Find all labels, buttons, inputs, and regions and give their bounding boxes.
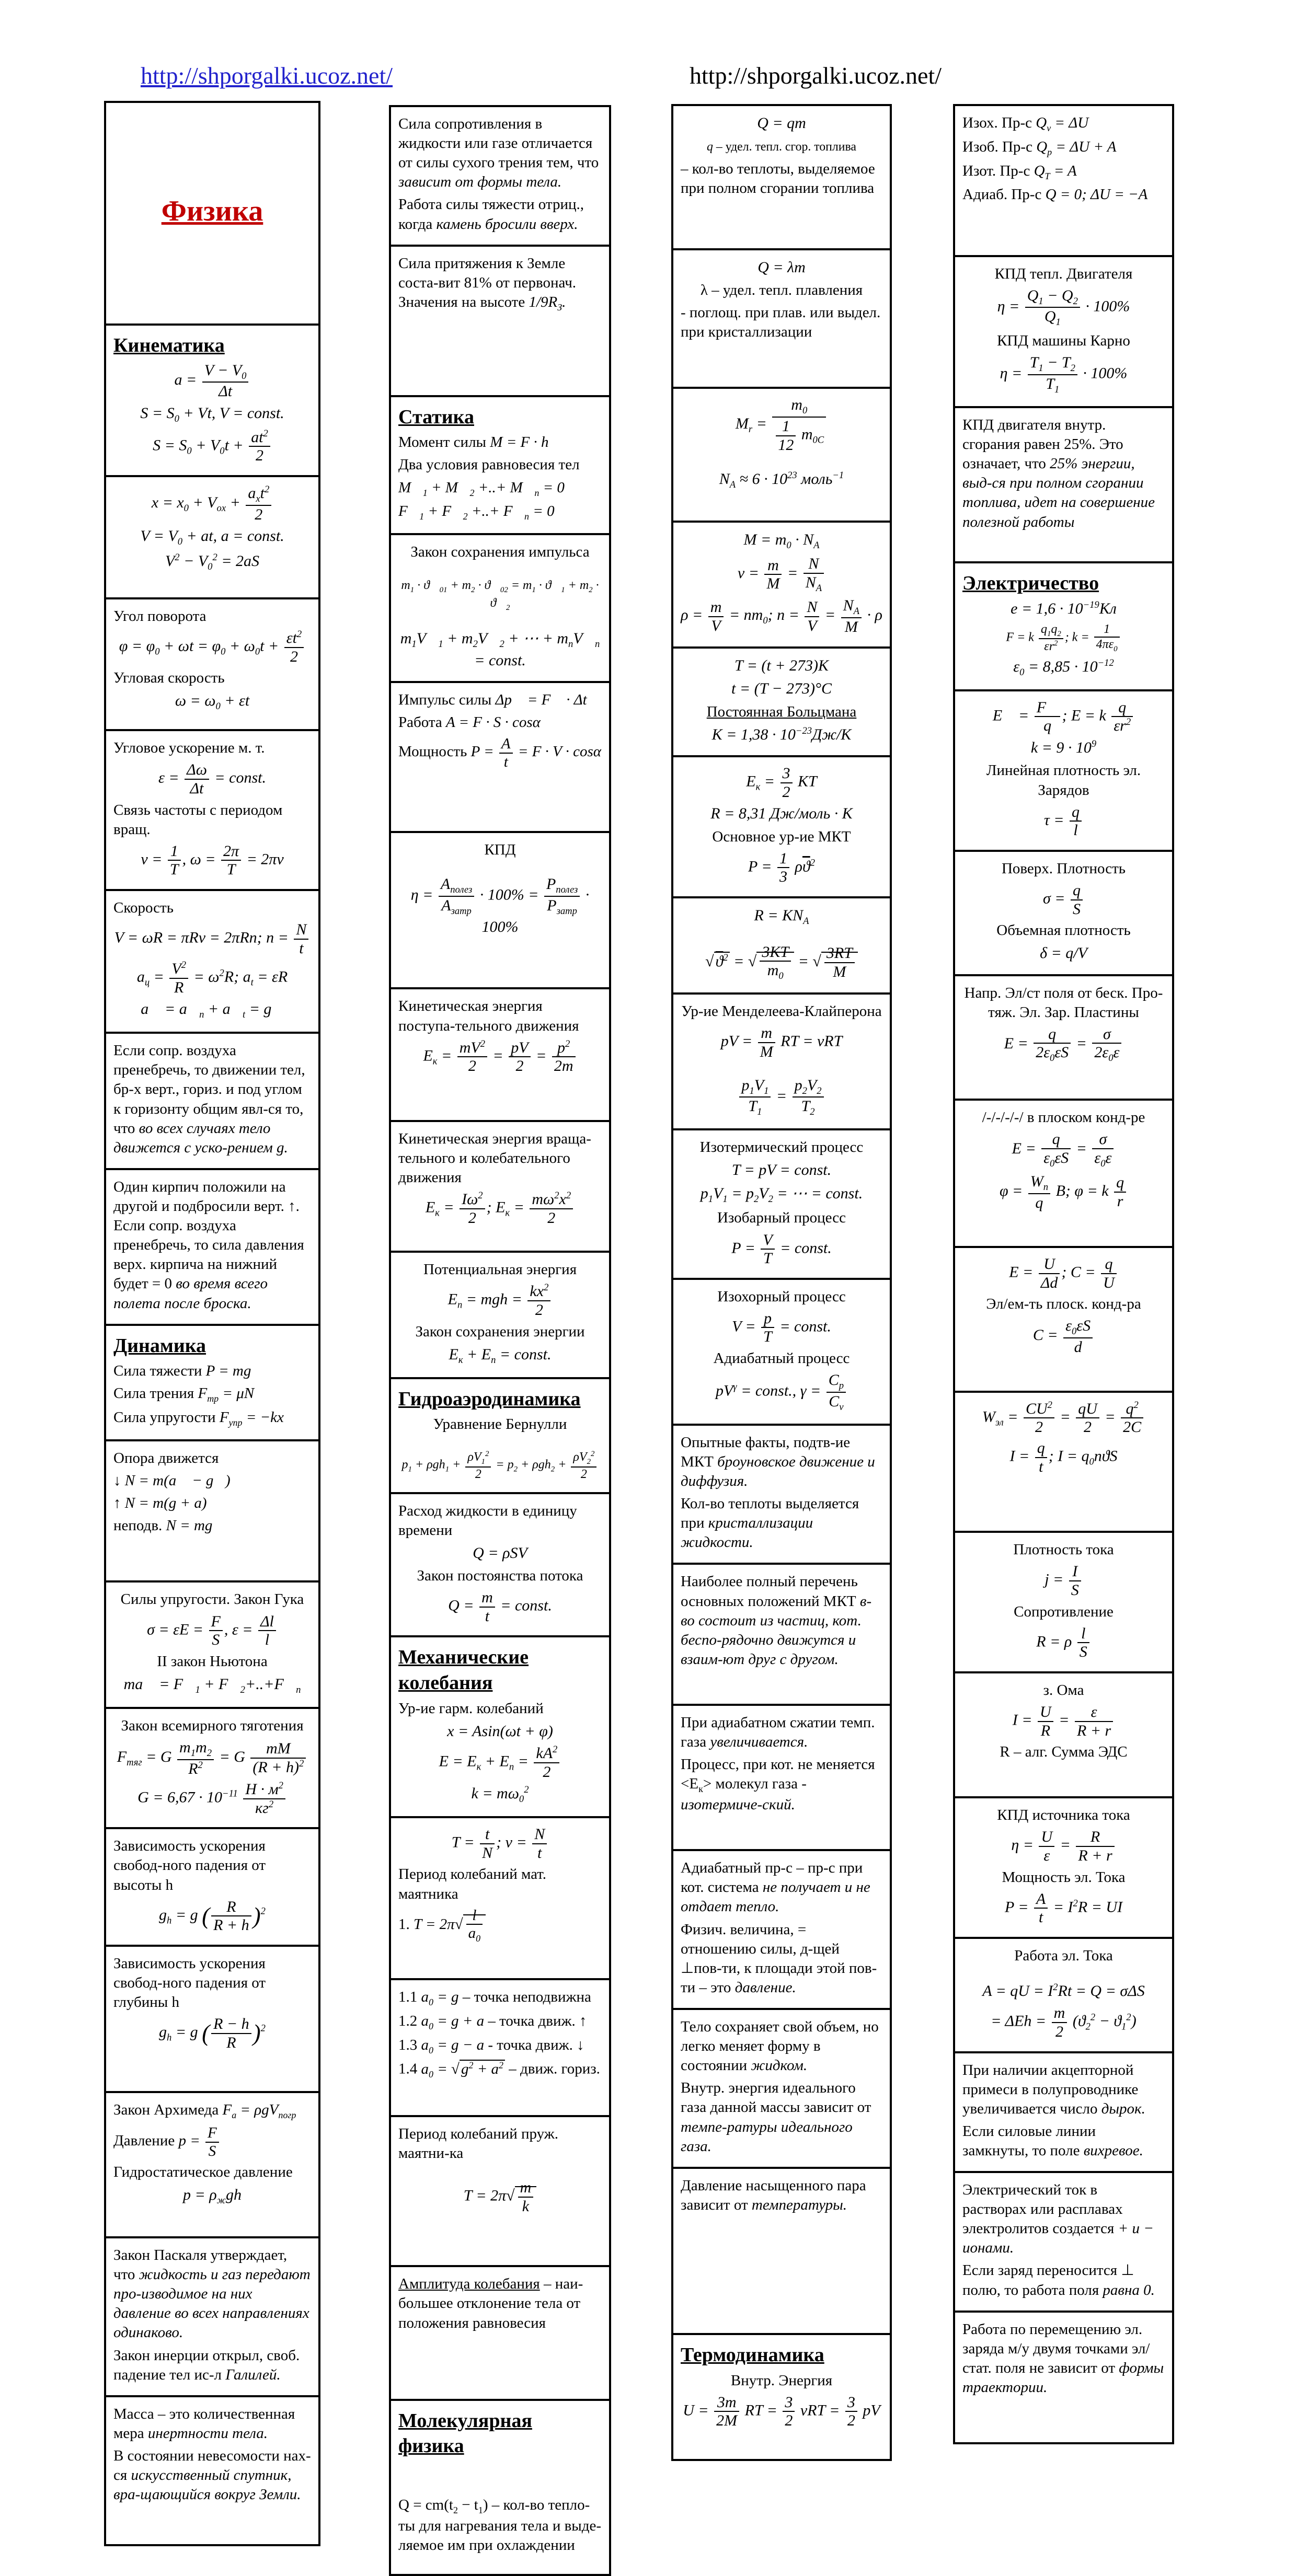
cell-line: $m_1V⃗_1$ + $m_2V⃗_2$ + ⋯ + $m_nV⃗_n$ = const. (400, 629, 600, 669)
formula-cell (953, 2171, 1174, 2313)
formula-cell (671, 1424, 892, 1565)
cell-line: Один кирпич положили на другой и подбросили верт. ↑. Если сопр. воздуха пренебречь, то сила давления верх. кирпича на нижний будет = 0 во время всего полета после броска. (113, 1178, 304, 1312)
cell-line: R – алг. Сумма ЭДС (1000, 1743, 1128, 1761)
cell-line: = ΔEh = $\frac{m}{2}$ $(ϑ_2^2 - ϑ_1^2)$ (991, 2004, 1137, 2040)
cell-line: Адиабатный процесс (713, 1350, 850, 1367)
cell-line: $E_п$ = mgh = $\frac{kx^2}{2}$ (398, 1283, 602, 1319)
cell-line: Импульс силы Δp⃗ = F⃗ · Δt (398, 691, 587, 709)
formula-cell (953, 1531, 1174, 1673)
cell-line: Момент силы M = F · h (398, 434, 549, 451)
formula-cell (389, 1635, 611, 1818)
cell-line: $k = m\omega_0^2$ (471, 1784, 529, 1805)
section-header: Термодинамика (681, 2343, 824, 2366)
cell-line: Если силовые линии замкнуты, то поле вихревое. (962, 2122, 1143, 2159)
cell-line: В состоянии невесомости нах-ся искусственный спутник, вра-щающийся вокруг Земли. (113, 2447, 311, 2503)
cell-line: $a_ц$ = $\frac{V^2}{R}$ = $\omega^2R$; $a_t = \varepsilon R$ (136, 960, 288, 996)
cell-line: Потенциальная энергия (423, 1261, 577, 1278)
formula-cell (671, 896, 892, 995)
cell-line: τ = $\frac{q}{l}$ (962, 803, 1165, 839)
cell-line: $\varepsilon_0 = 8,85 \cdot 10^{-12}$ (1013, 657, 1114, 678)
cell-line: Q = ρSV (473, 1544, 527, 1562)
cell-line: Угловое ускорение м. т. (113, 740, 265, 757)
cell-line: Связь частоты с периодом вращ. (113, 801, 283, 838)
formula-cell (104, 1707, 320, 1830)
cell-line: Сила упругости $F_{упр} = -kx$ (113, 1409, 284, 1428)
cell-line: $V = V_0$ + at, a = const. (140, 527, 284, 548)
formula-cell (104, 1580, 320, 1708)
formula-cell (953, 406, 1174, 563)
cell-line: При наличии акцепторной примеси в полупроводнике увеличивается число дырок. (962, 2061, 1145, 2117)
cell-line: $g_h = g$ ( $\frac{R - h}{R}$ )$^2$ (159, 2015, 266, 2051)
formula-cell (104, 2236, 320, 2397)
formula-cell (104, 1168, 320, 1326)
cell-line: Закон Архимеда $F_а = \rho gV_{погр}$ (113, 2101, 296, 2121)
section-header: Динамика (113, 1334, 206, 1357)
formula-cell (953, 255, 1174, 408)
cell-line: ν = $\frac{1}{T}$ , ω = $\frac{2\pi}{T}$ = 2πν (141, 842, 284, 879)
cell-line: $G = 6,67 \cdot 10^{-11}$ $Н \cdot м^2$ $кг^2$ (113, 1781, 311, 1817)
cell-line: $k = 9 \cdot 10^9$ (1030, 738, 1097, 756)
formula-cell (671, 1704, 892, 1851)
formula-cell (389, 681, 611, 833)
formula-cell (389, 1251, 611, 1379)
section-header: Молекулярная физика (398, 2409, 532, 2457)
cell-line: $p_1V_1 = p_2V_2$ = ⋯ = const. (700, 1184, 863, 1205)
cell-line: $\frac{p_1V_1}{T_1}$ = $\frac{p_2V_2}{T_2}$ (681, 1077, 882, 1118)
cell-line: a⃗ = $a⃗_n$ + $a⃗_t$ = g⃗ (141, 1000, 284, 1021)
formula-cell (671, 2333, 892, 2461)
cell-line: Сила тяжести P = mg (113, 1362, 251, 1380)
cell-line: Q = λm (757, 258, 806, 276)
cell-line: $E_к + E_п$ = const. (449, 1345, 552, 1366)
cell-line: Изобарный процесс (717, 1209, 846, 1227)
cell-line: E = $\frac{q}{\varepsilon_0\varepsilon S}$ = $\frac{\sigma}{\varepsilon_0\varepsilon}$ (962, 1130, 1165, 1169)
cell-line: Период колебаний мат. маятника (398, 1866, 547, 1902)
cell-line: ↑ N = m(g + a) (113, 1495, 207, 1512)
cell-line: $V^2 - V_0^2 = 2aS$ (165, 552, 260, 573)
formula-cell (389, 1377, 611, 1494)
formula-cell (671, 1128, 892, 1280)
cell-line: Работа эл. Тока (1014, 1947, 1113, 1964)
formula-cell (104, 324, 320, 477)
cell-line: δ = q/V (1040, 944, 1087, 962)
formula-cell (104, 101, 320, 326)
sheet-column (671, 106, 892, 2461)
cell-line: A = qU = $I^2Rt = Q = \sigma\Delta S$ (982, 1981, 1145, 2000)
cell-line: η = $\frac{U}{\varepsilon}$ = $\frac{R}{R + r}$ (962, 1828, 1165, 1864)
cell-line: 1. T = 2π√ $\frac{l}{a_0}$ (398, 1907, 602, 1944)
cell-line: $F_{тяг} = G$ $\frac{m_1m_2}{R^2}$ = G $\frac{mM}{(R + h)^2}$ (113, 1739, 311, 1777)
cell-line: Зависимость ускорения свобод-ного падения от высоты h (113, 1838, 266, 1893)
cell-line: $F⃗_1$ + $F⃗_2$ +..+ $F⃗_n = 0$ (398, 503, 555, 522)
sheet-column (953, 106, 1174, 2444)
section-header: Механические колебания (398, 1646, 529, 1694)
cell-line: Q = qm (757, 114, 806, 132)
cell-line: λ – удел. тепл. плавления (700, 282, 863, 299)
cell-line: E = $\frac{q}{2\varepsilon_0\varepsilon S}$ = $\frac{\sigma}{2\varepsilon_0\varepsilon}$ (962, 1025, 1165, 1064)
cell-line: неподв. N = mg (113, 1517, 213, 1534)
cell-line: $m_1$ · $ϑ⃗_{01} + m_2$ · $ϑ⃗_{02} = m_1$ · $ϑ⃗_1 + m_2$ · $ϑ⃗_2$ (401, 579, 599, 612)
formula-cell (953, 974, 1174, 1101)
formula-cell (953, 561, 1174, 691)
cell-line: Внутр. энергия идеального газа данной массы зависит от темпе-ратуры идеального газа. (681, 2080, 871, 2155)
cell-line: Ур-ие Менделеева-Клайперона (681, 1003, 882, 1020)
cell-line: При адиабатном сжатии темп. газа увеличивается. (681, 1714, 875, 1751)
cell-line: j = $\frac{I}{S}$ (962, 1563, 1165, 1599)
cell-line: $x = x_0 + V_{ox}$ + $a_xt^2$ 2 (113, 484, 311, 523)
formula-cell (104, 475, 320, 599)
cell-line: C = $\frac{\varepsilon_0\varepsilon S}{d}$ (962, 1317, 1165, 1356)
cell-line: $E_к$ = $\frac{3}{2}$ KT (746, 765, 817, 801)
sheet-column (389, 107, 611, 2576)
cell-line: $E_к$ = $\frac{mV^2}{2}$ = $\frac{pV}{2}$ = $\frac{p^2}{2m}$ (398, 1039, 602, 1075)
formula-cell (953, 689, 1174, 852)
cell-line: I = $\frac{q}{t}$ ; $I = q_0nϑS$ (1009, 1439, 1118, 1475)
cell-line: Сопротивление (1014, 1603, 1114, 1620)
cell-line: КПД (484, 841, 516, 859)
cell-line: Если сопр. воздуха пренебречь, то движении тел, бр-х верт., гориз. и под углом к горизонту общим явл-ся то, что во всех случаях тело движется с уско-рением g. (113, 1042, 305, 1156)
cell-line: q – удел. тепл. сгор. топлива (707, 140, 856, 154)
cell-line: 1.4 $a_0$ = √ $g^2 + a^2$ – движ. гориз. (398, 2060, 600, 2080)
cell-line: Мощность эл. Тока (1002, 1868, 1126, 1886)
cell-line: КПД источника тока (997, 1807, 1130, 1824)
cell-line: Угол поворота (113, 608, 206, 625)
cell-line: Давление p = $\frac{F}{S}$ (113, 2124, 311, 2159)
formula-cell (389, 1120, 611, 1253)
cell-line: Изот. Пр-с $Q_T = A$ (962, 162, 1077, 181)
cell-line: P = $\frac{V}{T}$ = const. (731, 1231, 832, 1267)
formula-cell (671, 521, 892, 649)
formula-cell (953, 850, 1174, 976)
cell-line: Масса – это количественная мера инертности тела. (113, 2405, 295, 2442)
cell-line: Эл/ем-ть плоск. конд-ра (986, 1296, 1141, 1313)
page-title: Физика (161, 195, 263, 228)
cell-line: ν = $\frac{m}{M}$ = $\frac{N}{N_A}$ (681, 555, 882, 594)
cell-line: Закон сохранения энергии (415, 1323, 585, 1340)
cell-line: ε = $\frac{\Delta\omega}{\Delta t}$ = const. (158, 761, 266, 797)
cell-line: $Q = cm(t_2 - t_1) - кол-во$ тепло-ты для нагревания тела и выде-ляемое им при охлаждении (398, 2496, 602, 2554)
site-link-left[interactable]: http://shporgalki.ucoz.net/ (140, 62, 393, 89)
formula-cell (389, 1492, 611, 1638)
formula-cell (389, 2265, 611, 2400)
cell-line: Амплитуда колебания – наи-большее отклонение тела от положения равновесия (398, 2275, 583, 2331)
cell-line: Давление насыщенного пара зависит от температуры. (681, 2177, 866, 2213)
formula-cell (671, 1563, 892, 1706)
formula-cell (104, 1827, 320, 1947)
formula-cell (104, 1945, 320, 2094)
cell-line: $W_{эл}$ = $\frac{CU^2}{2}$ = $\frac{qU}{2}$ = $\frac{q^2}{2C}$ (962, 1400, 1165, 1436)
cell-line: Кинетическая энергия поступа-тельного движения (398, 998, 579, 1034)
cell-line: Гидростатическое давление (113, 2164, 293, 2181)
cell-line: E = $\frac{U}{\Delta d}$ ; C = $\frac{q}{U}$ (962, 1255, 1165, 1291)
cell-line: Объемная плотность (996, 922, 1131, 939)
section-header: Гидроаэродинамика (398, 1388, 581, 1410)
cell-line: Q = $\frac{m}{t}$ = const. (448, 1589, 552, 1625)
cell-line: ρ = $\frac{m}{V}$ = $nm_0$; n = $\frac{N}{V}$ = $\frac{N_A}{M}$ · ρ (681, 597, 882, 636)
formula-cell (389, 533, 611, 683)
cell-line: КПД двигателя внутр. сгорания равен 25%. Это означает, что 25% энергии, выд-ся при полном сгорании топлива, идет на совершение полезной работы (962, 417, 1155, 530)
cell-line: pV = $\frac{m}{M}$ RT = νRT (720, 1024, 843, 1060)
cell-line: Тело сохраняет свой объем, но легко меняет форму в состоянии жидком. (681, 2018, 879, 2074)
section-header: Статика (398, 406, 474, 428)
cell-line: Угловая скорость (113, 669, 225, 687)
cell-line: $S = S_0 + V_0t$ + $\frac{at^2}{2}$ (113, 429, 311, 465)
cell-line: Сила сопротивления в жидкости или газе отличается от силы сухого трения тем, что зависит от формы тела. (398, 115, 599, 191)
cell-line: Закон инерции открыл, своб. падение тел ис-л Галилей. (113, 2347, 300, 2383)
cell-line: η = $A_{полез}$ $A_{затр}$ · 100% = $P_{полез}$ $P_{затр}$ · 100% (410, 875, 590, 935)
formula-cell (953, 1391, 1174, 1533)
section-header: Кинематика (113, 334, 225, 356)
sheet-column (104, 103, 320, 2546)
cell-line: з. Ома (1043, 1681, 1084, 1699)
cell-line: U = $\frac{3m}{2M}$ RT = $\frac{3}{2}$ νRT = $\frac{3}{2}$ pV (683, 2393, 880, 2430)
cell-line: Кинетическая энергия враща-тельного и колебательного движения (398, 1130, 591, 1186)
formula-cell (389, 2399, 611, 2576)
cell-line: F = k $\frac{q_1q_2}{\varepsilon r^2}$ ; k = $\frac{1}{4\pi\varepsilon_0}$ (962, 622, 1165, 654)
cell-line: Внутр. Энергия (730, 2372, 833, 2389)
cell-line: Постоянная Больцмана (706, 703, 857, 720)
cell-line: Два условия равновесия тел (398, 456, 580, 473)
formula-cell (953, 1796, 1174, 1939)
formula-cell (104, 889, 320, 1034)
cell-line: P = $\frac{1}{3}$ $\rho\overline{ϑ}^2$ (748, 849, 815, 886)
cell-line: Закон Паскаля утверждает, что жидкость и газ передают про-изводимое на них давление во всех направлениях одинаково. (113, 2247, 311, 2341)
formula-cell (953, 2051, 1174, 2174)
cell-line: Расход жидкости в единицу времени (398, 1502, 577, 1539)
formula-cell (389, 831, 611, 989)
cell-line: Сила притяжения к Земле соста-вит 81% от первонач. Значения на высоте $1/9R_З$. (398, 255, 577, 313)
formula-cell (389, 2115, 611, 2267)
cell-line: Силы упругости. Закон Гука (120, 1591, 304, 1608)
cell-line: 1.1 $a_0 = g$ – точка неподвижна (398, 1989, 591, 2007)
cell-line: КПД машины Карно (997, 332, 1130, 350)
cell-line: Адиабатный пр-с – пр-с при кот. система не получает и не отдает тепло. (681, 1859, 870, 1915)
cell-line: Скорость (113, 899, 174, 916)
cell-line: Изотермический процесс (699, 1139, 864, 1156)
cell-line: – кол-во теплоты, выделяемое при полном сгорании топлива (681, 160, 875, 197)
cell-line: φ = $W_п$ q B; φ = k $\frac{q}{r}$ (962, 1173, 1165, 1211)
cell-line: T = 2π√ $\frac{m}{k}$ (398, 2179, 602, 2215)
formula-cell (104, 729, 320, 891)
formula-cell (104, 2091, 320, 2238)
cell-line: Закон постоянства потока (417, 1567, 583, 1585)
formula-cell (671, 387, 892, 523)
cell-line: ↓ N = m(a⃗ − g⃗) (113, 1472, 231, 1489)
cell-line: √ $ϑ^2$ = √ $\frac{3KT}{m_0}$ = √ $\frac{3RT}{M}$ (681, 943, 882, 982)
cell-line: t = (T − 273)°C (731, 680, 832, 698)
cell-line: x = Asin(ωt + φ) (447, 1722, 553, 1740)
cell-line: Основное ур-ие МКТ (712, 828, 851, 845)
cell-line: - поглощ. при плав. или выдел. при кристаллизации (681, 304, 881, 341)
cell-line: 1.2 $a_0 = g + a$ – точка движ. ↑ (398, 2012, 587, 2031)
cell-line: Линейная плотность эл. Зарядов (986, 762, 1141, 799)
cell-line: Ур-ие гарм. колебаний (398, 1700, 544, 1717)
cell-line: Опора движется (113, 1449, 219, 1466)
formula-cell (104, 2395, 320, 2547)
cell-line: Зависимость ускорения свобод-ного падения от глубины h (113, 1955, 266, 2011)
cell-line: ma⃗ = $F⃗_1$ + $F⃗_2+..+F⃗_n$ (123, 1675, 301, 1695)
cell-line: $p = \rho_жgh$ (183, 2186, 242, 2207)
cell-line: η = $\frac{T_1 - T_2}{T_1}$ · 100% (1000, 354, 1128, 396)
formula-cell (389, 1816, 611, 1980)
formula-cell (104, 597, 320, 731)
cell-line: $g_h = g$ ( $\frac{R}{R + h}$ )$^2$ (159, 1898, 266, 1934)
cell-line: σ = $\frac{q}{S}$ (962, 882, 1165, 918)
cell-line: $pV^\gamma$ = const., γ = $\frac{C_p}{C_v}$ (681, 1371, 882, 1413)
cell-line: Мощность P = $\frac{A}{t}$ = F · V · cosα (398, 735, 601, 770)
formula-cell (953, 1937, 1174, 2053)
cell-line: T = (t + 273)K (734, 656, 829, 674)
site-link-right[interactable]: http://shporgalki.ucoz.net/ (689, 62, 942, 89)
formula-cell (671, 104, 892, 250)
formula-cell (671, 1849, 892, 2010)
cell-line: Если заряд переносится ⊥ полю, то работа поля равна 0. (962, 2262, 1155, 2298)
formula-cell (104, 1439, 320, 1582)
cell-line: T = $\frac{t}{N}$ ; ν = $\frac{N}{t}$ (398, 1826, 602, 1862)
cell-line: $\varphi = \varphi_0 + \omega t = \varphi_0 + \omega_0t$ + $\frac{\varepsilon t^2}{2}$ (113, 629, 311, 665)
cell-line: $M⃗_1$ + $M⃗_2$ +..+ $M⃗_n = 0$ (398, 479, 565, 498)
cell-line: V = ωR = πRν = 2πRn; n = $\frac{N}{t}$ (113, 921, 311, 957)
formula-cell (671, 755, 892, 898)
cell-line: /-/-/-/-/ в плоском конд-ре (982, 1109, 1145, 1126)
formula-cell (953, 104, 1174, 257)
cell-line: II закон Ньютона (157, 1653, 268, 1670)
cell-line: $p_1 + \rho gh_1$ + $\frac{\rho V_1^2}{2}$ = $p_2 + \rho gh_2$ + $\frac{\rho V_2^2}{2}$ (398, 1450, 602, 1481)
formula-cell (671, 2008, 892, 2169)
cell-line: Поверх. Плотность (1001, 860, 1126, 877)
cell-line: E⃗ = $\frac{F⃗}{q}$ ; E = k $\frac{q}{\varepsilon r^2}$ (962, 699, 1165, 735)
cell-line: Опытные факты, подтв-ие МКТ броуновское движение и диффузия. (681, 1434, 875, 1489)
formula-cell (104, 1032, 320, 1170)
formula-cell (104, 1324, 320, 1441)
cell-line: Напр. Эл/ст поля от беск. Про-тяж. Эл. Зар. Пластины (964, 984, 1163, 1021)
cell-line: P = $\frac{A}{t}$ = $I^2R$ = UI (1004, 1890, 1123, 1926)
cell-line: R = 8,31 Дж/моль · К (710, 805, 853, 823)
cell-line: Работа по перемещению эл. заряда м/у двумя точками эл/стат. поля не зависит от формы траектории. (962, 2320, 1164, 2396)
cell-line: Электрический ток в растворах или расплавах электролитов создается + и − ионами. (962, 2181, 1154, 2257)
formula-cell (671, 248, 892, 389)
cell-line: Наиболее полный перечень основных положений МКТ в-во состоит из частиц, кот. беспо-рядочно движутся и взаим-ют друг с другом. (681, 1573, 872, 1668)
cell-line: Период колебаний пруж. маятни-ка (398, 2125, 559, 2162)
cell-line: Изоб. Пр-с $Q_p = \Delta U + A$ (962, 138, 1117, 157)
formula-cell (389, 395, 611, 535)
cell-line: I = $\frac{U}{R}$ = $\frac{\varepsilon}{R + r}$ (962, 1703, 1165, 1739)
cell-line: Плотность тока (1013, 1541, 1114, 1558)
formula-cell (671, 646, 892, 757)
cell-line: Уравнение Бернулли (433, 1416, 567, 1433)
cell-line: $S = S_0 + Vt$, V = const. (140, 405, 284, 425)
formula-cell (389, 1978, 611, 2117)
section-header: Электричество (962, 572, 1099, 594)
cell-line: $e = 1,6 \cdot 10^{-19}Кл$ (1011, 599, 1117, 618)
formula-cell (389, 245, 611, 397)
cell-line: $E = E_к + E_п$ = $\frac{kA^2}{2}$ (398, 1745, 602, 1781)
cell-line: Кол-во теплоты выделяется при кристаллизации жидкости. (681, 1495, 859, 1551)
cell-line: Закон всемирного тяготения (121, 1717, 304, 1734)
formula-cell (671, 992, 892, 1130)
cell-line: Изохорный процесс (717, 1288, 846, 1305)
cell-line: Адиаб. Пр-с Q = 0; ΔU = −A (962, 186, 1148, 203)
cell-line: $M_r$ = $m_0$ $\frac{1}{12}$ $m_{0C}$ (681, 396, 882, 454)
formula-cell (389, 105, 611, 247)
cell-line: 1.3 $a_0 = g - a$ - точка движ. ↓ (398, 2036, 584, 2055)
formula-cell (389, 987, 611, 1122)
cell-line: $N_A \approx 6 \cdot 10^{23}$ моль$^{-1}$ (719, 470, 844, 491)
cell-line: V = $\frac{p}{T}$ = const. (732, 1309, 831, 1346)
formula-cell (953, 1099, 1174, 1248)
cell-line: Работа силы тяжести отриц., когда камень бросили вверх. (398, 196, 584, 233)
cell-line: Сила трения $F_{тр} = \mu N$ (113, 1385, 255, 1404)
formula-cell (671, 1278, 892, 1426)
cell-line: Изох. Пр-с $Q_v = \Delta U$ (962, 114, 1089, 133)
formula-cell (953, 1246, 1174, 1393)
cell-line: КПД тепл. Двигателя (994, 265, 1133, 282)
formula-cell (953, 2311, 1174, 2444)
formula-cell (671, 2167, 892, 2335)
cell-line: $K = 1,38 \cdot 10^{-23}Дж/К$ (711, 725, 852, 743)
cell-line: R = ρ $\frac{l}{S}$ (962, 1625, 1165, 1661)
cell-line: Работа A = F · S · cosα (398, 714, 541, 731)
cell-line: $M = m_0 \cdot N_A$ (743, 531, 820, 551)
cell-line: T = pV = const. (731, 1161, 832, 1179)
cell-line: Закон сохранения импульса (410, 544, 590, 561)
cell-line: $E_к$ = $\frac{I\omega^2}{2}$ ; $E_к$ = $\frac{m\omega^2x^2}{2}$ (398, 1191, 602, 1227)
cell-line: a = $\frac{V - V_0}{\Delta t}$ (113, 362, 311, 400)
cell-line: σ = εE = $\frac{F}{S}$ , ε = $\frac{\Delta l}{l}$ (113, 1613, 311, 1649)
cell-line: η = $\frac{Q_1 - Q_2}{Q_1}$ · 100% (997, 286, 1130, 328)
formula-cell (953, 1671, 1174, 1798)
cell-line: Процесс, при кот. не меняется $<Е_к>$ молекул газа - изотермиче-ский. (681, 1756, 875, 1813)
cell-line: Физич. величина, = отношению силы, д-щей ⊥пов-ти, к площади этой пов-ти – это давление. (681, 1921, 877, 1996)
cell-line: $R = KN_A$ (754, 907, 809, 927)
cell-line: $\omega = \omega_0 + \varepsilon t$ (175, 692, 250, 712)
